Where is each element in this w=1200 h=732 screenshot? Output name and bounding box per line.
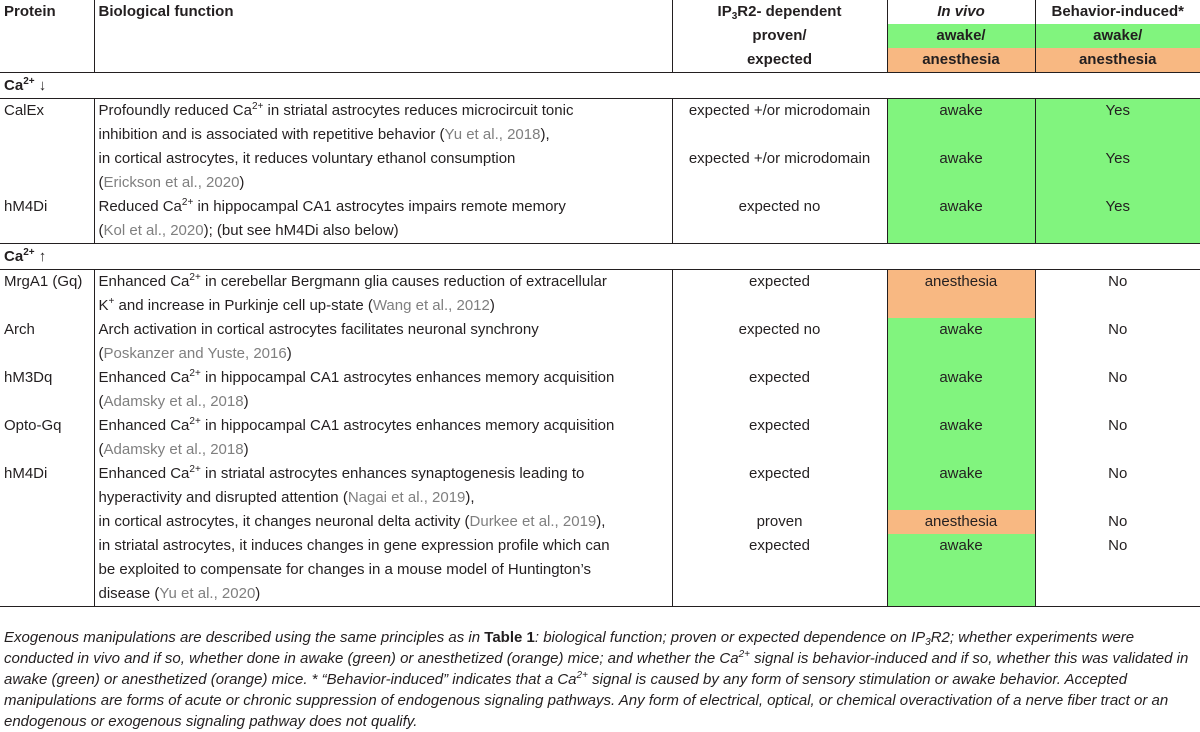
table-row [0, 99, 1200, 124]
reference-link[interactable]: Erickson et al., 2020 [103, 174, 240, 191]
table-footnote: Exogenous manipulations are described using the same principles as in Table 1: biological function; proven or expected dependence on $IP_3R2$; whether experiments were conducted in vivo and if so, whether done in awake (green) or anesthetized (orange) mice; and whether the $Ca^{2+}$ signal is behavior-induced and if so, whether this was validated in awake (green) or anesthetized (orange) mice. * “Behavior-induced” indicates that a $Ca^{2+}$ signal is caused by any form of sensory stimulation or awake behavior. Accepted manipulations are forms of acute or chronic suppression of endogenous signaling pathways. Any form of electrical, optical, or chemical overactivation of a nerve fiber tract or an endogenous or exogenous signaling pathway does not qualify. [4, 629, 1189, 730]
header-ip3r2-proven: proven/ [672, 24, 887, 48]
behavior-cell: Yes [1035, 99, 1200, 124]
ip3-cell: expected [672, 270, 887, 295]
table-row: (Adamsky et al., 2018) [0, 390, 1200, 414]
header-row-3 [0, 48, 1200, 73]
protein-cell: MrgA1 (Gq) [4, 273, 83, 290]
ip3-cell: expected [672, 462, 887, 486]
invivo-cell: awake [887, 462, 1035, 486]
header-behavior-awake: awake/ [1035, 24, 1200, 48]
protein-cell: Arch [4, 321, 35, 338]
protein-cell: Opto-Gq [4, 417, 62, 434]
invivo-cell: awake [887, 414, 1035, 438]
table-row: (Kol et al., 2020); (but see hM4Di also below) [0, 219, 1200, 244]
ip3-cell: expected [672, 534, 887, 558]
reference-link[interactable]: Nagai et al., 2019 [347, 489, 466, 506]
function-cell: Reduced $Ca^{2+}$ in hippocampal CA1 astrocytes impairs remote memory [94, 195, 672, 219]
header-invivo-awake: awake/ [887, 24, 1035, 48]
invivo-cell: awake [887, 195, 1035, 219]
table-row [0, 462, 1200, 486]
header-behavior: Behavior-induced* [1035, 0, 1200, 24]
ip3-cell: expected no [672, 195, 887, 219]
table-row: (Poskanzer and Yuste, 2016) [0, 342, 1200, 366]
invivo-cell: awake [887, 366, 1035, 390]
reference-link[interactable]: Durkee et al., 2019 [469, 513, 597, 530]
header-row-2 [0, 24, 1200, 48]
function-cell: in cortical astrocytes, it changes neuronal delta activity (Durkee et al., 2019), [94, 510, 672, 534]
ip3-cell: expected +/or microdomain [672, 99, 887, 124]
invivo-cell: anesthesia [887, 270, 1035, 295]
table-row [0, 534, 1200, 558]
invivo-cell: awake [887, 534, 1035, 558]
invivo-cell: awake [887, 318, 1035, 342]
header-behavior-anesthesia: anesthesia [1035, 48, 1200, 73]
behavior-cell: No [1035, 366, 1200, 390]
table-row: (Adamsky et al., 2018) [0, 438, 1200, 462]
function-cell: Enhanced $Ca^{2+}$ in hippocampal CA1 astrocytes enhances memory acquisition [94, 366, 672, 390]
behavior-cell: No [1035, 510, 1200, 534]
reference-link[interactable]: Poskanzer and Yuste, 2016 [103, 345, 287, 362]
up-arrow-icon: ↑ [38, 248, 47, 265]
protein-cell: hM4Di [4, 465, 48, 482]
header-invivo: In vivo [887, 0, 1035, 24]
table-row: inhibition and is associated with repetitive behavior (Yu et al., 2018), [0, 123, 1200, 147]
table-row [0, 195, 1200, 219]
ip3-cell: proven [672, 510, 887, 534]
behavior-cell: No [1035, 270, 1200, 295]
ip3-cell: expected +/or microdomain [672, 147, 887, 171]
header-protein: Protein [4, 3, 56, 20]
reference-link[interactable]: Yu et al., 2018 [444, 126, 541, 143]
table-row: hyperactivity and disrupted attention (Nagai et al., 2019), [0, 486, 1200, 510]
behavior-cell: Yes [1035, 195, 1200, 219]
table-row [0, 366, 1200, 390]
ip3-cell: expected [672, 414, 887, 438]
invivo-cell: anesthesia [887, 510, 1035, 534]
header-row [0, 0, 1200, 24]
function-cell: Enhanced $Ca^{2+}$ in hippocampal CA1 astrocytes enhances memory acquisition [94, 414, 672, 438]
table-row [0, 270, 1200, 295]
function-cell: Arch activation in cortical astrocytes facilitates neuronal synchrony [94, 318, 672, 342]
table-row: be exploited to compensate for changes in a mouse model of Huntington’s [0, 558, 1200, 582]
table-row [0, 510, 1200, 534]
invivo-cell: awake [887, 147, 1035, 171]
header-ip3r2: $IP_3R2-$ dependent [672, 0, 887, 24]
behavior-cell: No [1035, 462, 1200, 486]
header-function: Biological function [94, 0, 672, 24]
reference-link[interactable]: Adamsky et al., 2018 [103, 393, 244, 410]
reference-link[interactable]: Adamsky et al., 2018 [103, 441, 244, 458]
reference-link[interactable]: Yu et al., 2020 [159, 585, 256, 602]
function-cell: in striatal astrocytes, it induces changes in gene expression profile which can [94, 534, 672, 558]
protein-cell: CalEx [4, 102, 45, 119]
ip3-cell: expected no [672, 318, 887, 342]
table-row [0, 414, 1200, 438]
reference-link[interactable]: Wang et al., 2012 [372, 297, 490, 314]
table-row: disease (Yu et al., 2020) [0, 582, 1200, 607]
behavior-cell: No [1035, 534, 1200, 558]
section-ca-decrease: $Ca^{2+}$ ↓ [0, 73, 1200, 99]
function-cell: Enhanced $Ca^{2+}$ in cerebellar Bergmann glia causes reduction of extracellular [94, 270, 672, 295]
header-ip3r2-expected: expected [672, 48, 887, 73]
function-cell: Enhanced $Ca^{2+}$ in striatal astrocytes enhances synaptogenesis leading to [94, 462, 672, 486]
invivo-cell: awake [887, 99, 1035, 124]
table-row: K+ and increase in Purkinje cell up-state (Wang et al., 2012) [0, 294, 1200, 318]
reference-link[interactable]: Kol et al., 2020 [103, 222, 204, 239]
protein-cell: hM3Dq [4, 369, 53, 386]
table-1-link[interactable]: Table 1 [484, 629, 535, 646]
down-arrow-icon: ↓ [38, 77, 47, 94]
header-invivo-anesthesia: anesthesia [887, 48, 1035, 73]
behavior-cell: No [1035, 318, 1200, 342]
function-cell: Profoundly reduced $Ca^{2+}$ in striatal astrocytes reduces microcircuit tonic [94, 99, 672, 124]
behavior-cell: Yes [1035, 147, 1200, 171]
ip3-cell: expected [672, 366, 887, 390]
protein-cell: hM4Di [4, 198, 48, 215]
behavior-cell: No [1035, 414, 1200, 438]
table-row [0, 147, 1200, 171]
section-ca-increase: $Ca^{2+}$ ↑ [0, 244, 1200, 270]
table-row: (Erickson et al., 2020) [0, 171, 1200, 195]
function-cell: in cortical astrocytes, it reduces voluntary ethanol consumption [94, 147, 672, 171]
table-row [0, 318, 1200, 342]
